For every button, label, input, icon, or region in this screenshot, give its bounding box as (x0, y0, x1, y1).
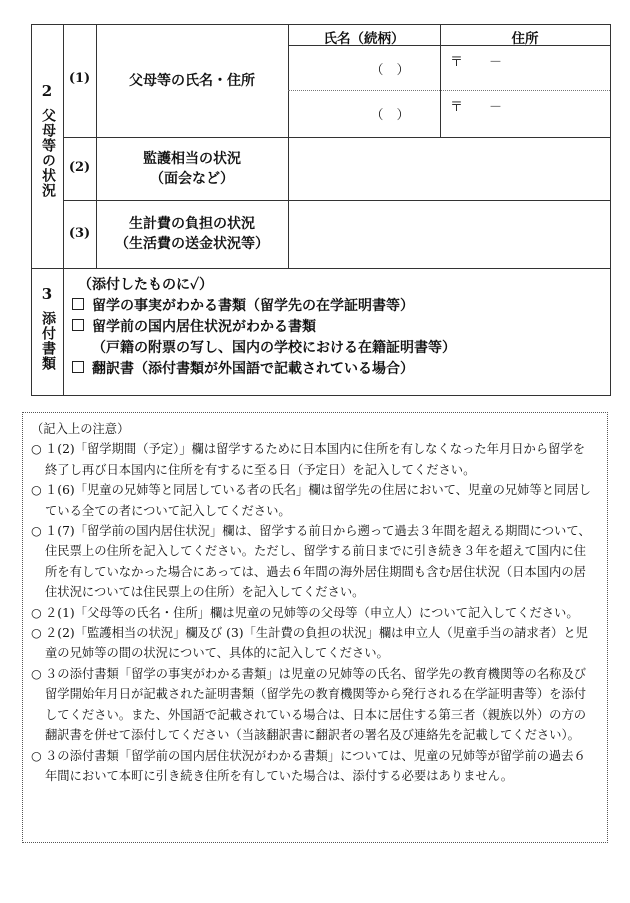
parent1-postal-field[interactable]: 〒 － (450, 55, 503, 70)
note-item (31, 521, 597, 603)
note-item (31, 746, 597, 787)
attachment-item[interactable] (72, 359, 456, 380)
note-text: ２(1)「父母等の氏名・住所」欄は児童の兄姉等の父母等（申立人）について記入してください。 (45, 605, 579, 620)
row3-label-line1: 生計費の負担の状況 (129, 216, 255, 232)
parent1-relation-field[interactable]: （ ） (370, 63, 410, 78)
note-item (31, 480, 597, 521)
living-cost-field[interactable] (290, 202, 609, 266)
checkbox[interactable] (72, 319, 84, 331)
header-name-relation: 氏名（続柄） (323, 31, 405, 47)
circle-bullet-icon: ○ (31, 442, 42, 457)
attachment-sub-label: （戸籍の附票の写し、国内の学校における在籍証明書等） (92, 340, 456, 356)
notes-box (22, 412, 608, 843)
note-text: １(2)「留学期間（予定）」欄は留学するために日本国内に住所を有しなくなった年月日から留学を終了し再び日本国内に住所を有するに至る日（予定日）を記入してください。 (45, 442, 586, 477)
header-address: 住所 (511, 31, 539, 47)
note-text: ２(2)「監護相当の状況」欄及び (3)「生計費の負担の状況」欄は申立人（児童手当の請求者）と児童の兄姉等の間の状況について、具体的に記入してください。 (45, 626, 588, 661)
row3-label-line2: （生活費の送金状況等） (115, 236, 269, 252)
checkbox[interactable] (72, 298, 84, 310)
circle-bullet-icon: ○ (31, 666, 42, 681)
note-text: １(7)「留学前の国内居住状況」欄は、留学する前日から遡って過去３年間を超える期間について、住民票上の住所を記入してください。ただし、留学する前日までに引き続き３年を超えて国内に住所を有していなかった場合にあっては、過去６年間の海外居住期間も含む居住状況（日本国内の居住状況については住民票上の住所）を記入してください。 (45, 524, 591, 600)
attachments-intro: （添付したものに✓） (78, 277, 214, 293)
circle-bullet-icon: ○ (31, 483, 42, 498)
attachment-label: 留学前の国内居住状況がわかる書類 (92, 319, 316, 335)
row2-label (96, 149, 288, 189)
circle-bullet-icon: ○ (31, 605, 42, 620)
section3-number: 3 (41, 285, 53, 303)
note-text: ３の添付書類「留学前の国内居住状況がわかる書類」については、児童の兄姉等が留学前の過去６年間において本町に引き続き住所を有していた場合は、添付する必要はありません。 (45, 748, 586, 783)
attachment-label: 翻訳書（添付書類が外国語で記載されている場合） (92, 361, 414, 377)
row2-label-line1: 監護相当の状況 (143, 151, 241, 167)
row3-number: (3) (68, 226, 91, 241)
circle-bullet-icon: ○ (31, 748, 42, 763)
section2-label: 父母等の状況 (40, 108, 56, 198)
note-text: ３の添付書類「留学の事実がわかる書類」は児童の兄姉等の氏名、留学先の教育機関等の名称及び留学開始年月日が記載された証明書類（留学先の教育機関等から発行される在学証明書等）を添付してください。また、外国語で記載されている場合は、日本に居住する第三者（親族以外）の方の翻訳書を併せて添付してください（当該翻訳書に翻訳者の署名及び連絡先を記載してください）。 (45, 666, 587, 743)
attachment-item[interactable] (72, 317, 456, 338)
attachment-item[interactable] (72, 296, 456, 317)
attachment-label: 留学の事実がわかる書類（留学先の在学証明書等） (92, 298, 414, 314)
checkbox[interactable] (72, 361, 84, 373)
circle-bullet-icon: ○ (31, 626, 42, 641)
note-item (31, 439, 597, 480)
attachments-list (72, 275, 456, 380)
custody-status-field[interactable] (290, 139, 609, 199)
note-item (31, 664, 597, 746)
section3-label: 添付書類 (40, 311, 56, 371)
row1-number: (1) (68, 71, 91, 86)
note-item (31, 623, 597, 664)
parent2-relation-field[interactable]: （ ） (370, 108, 410, 123)
note-item (31, 603, 597, 623)
section2-number: 2 (41, 82, 53, 100)
row1-label: 父母等の氏名・住所 (129, 73, 255, 89)
row2-number: (2) (68, 160, 91, 175)
circle-bullet-icon: ○ (31, 524, 42, 539)
row2-label-line2: （面会など） (150, 171, 234, 187)
note-text: １(6)「児童の兄姉等と同居している者の氏名」欄は留学先の住居において、児童の兄姉等と同居している全ての者について記入してください。 (45, 483, 591, 518)
notes-title: （記入上の注意） (31, 422, 130, 436)
row3-label (96, 214, 288, 254)
parent2-postal-field[interactable]: 〒 － (450, 100, 503, 115)
